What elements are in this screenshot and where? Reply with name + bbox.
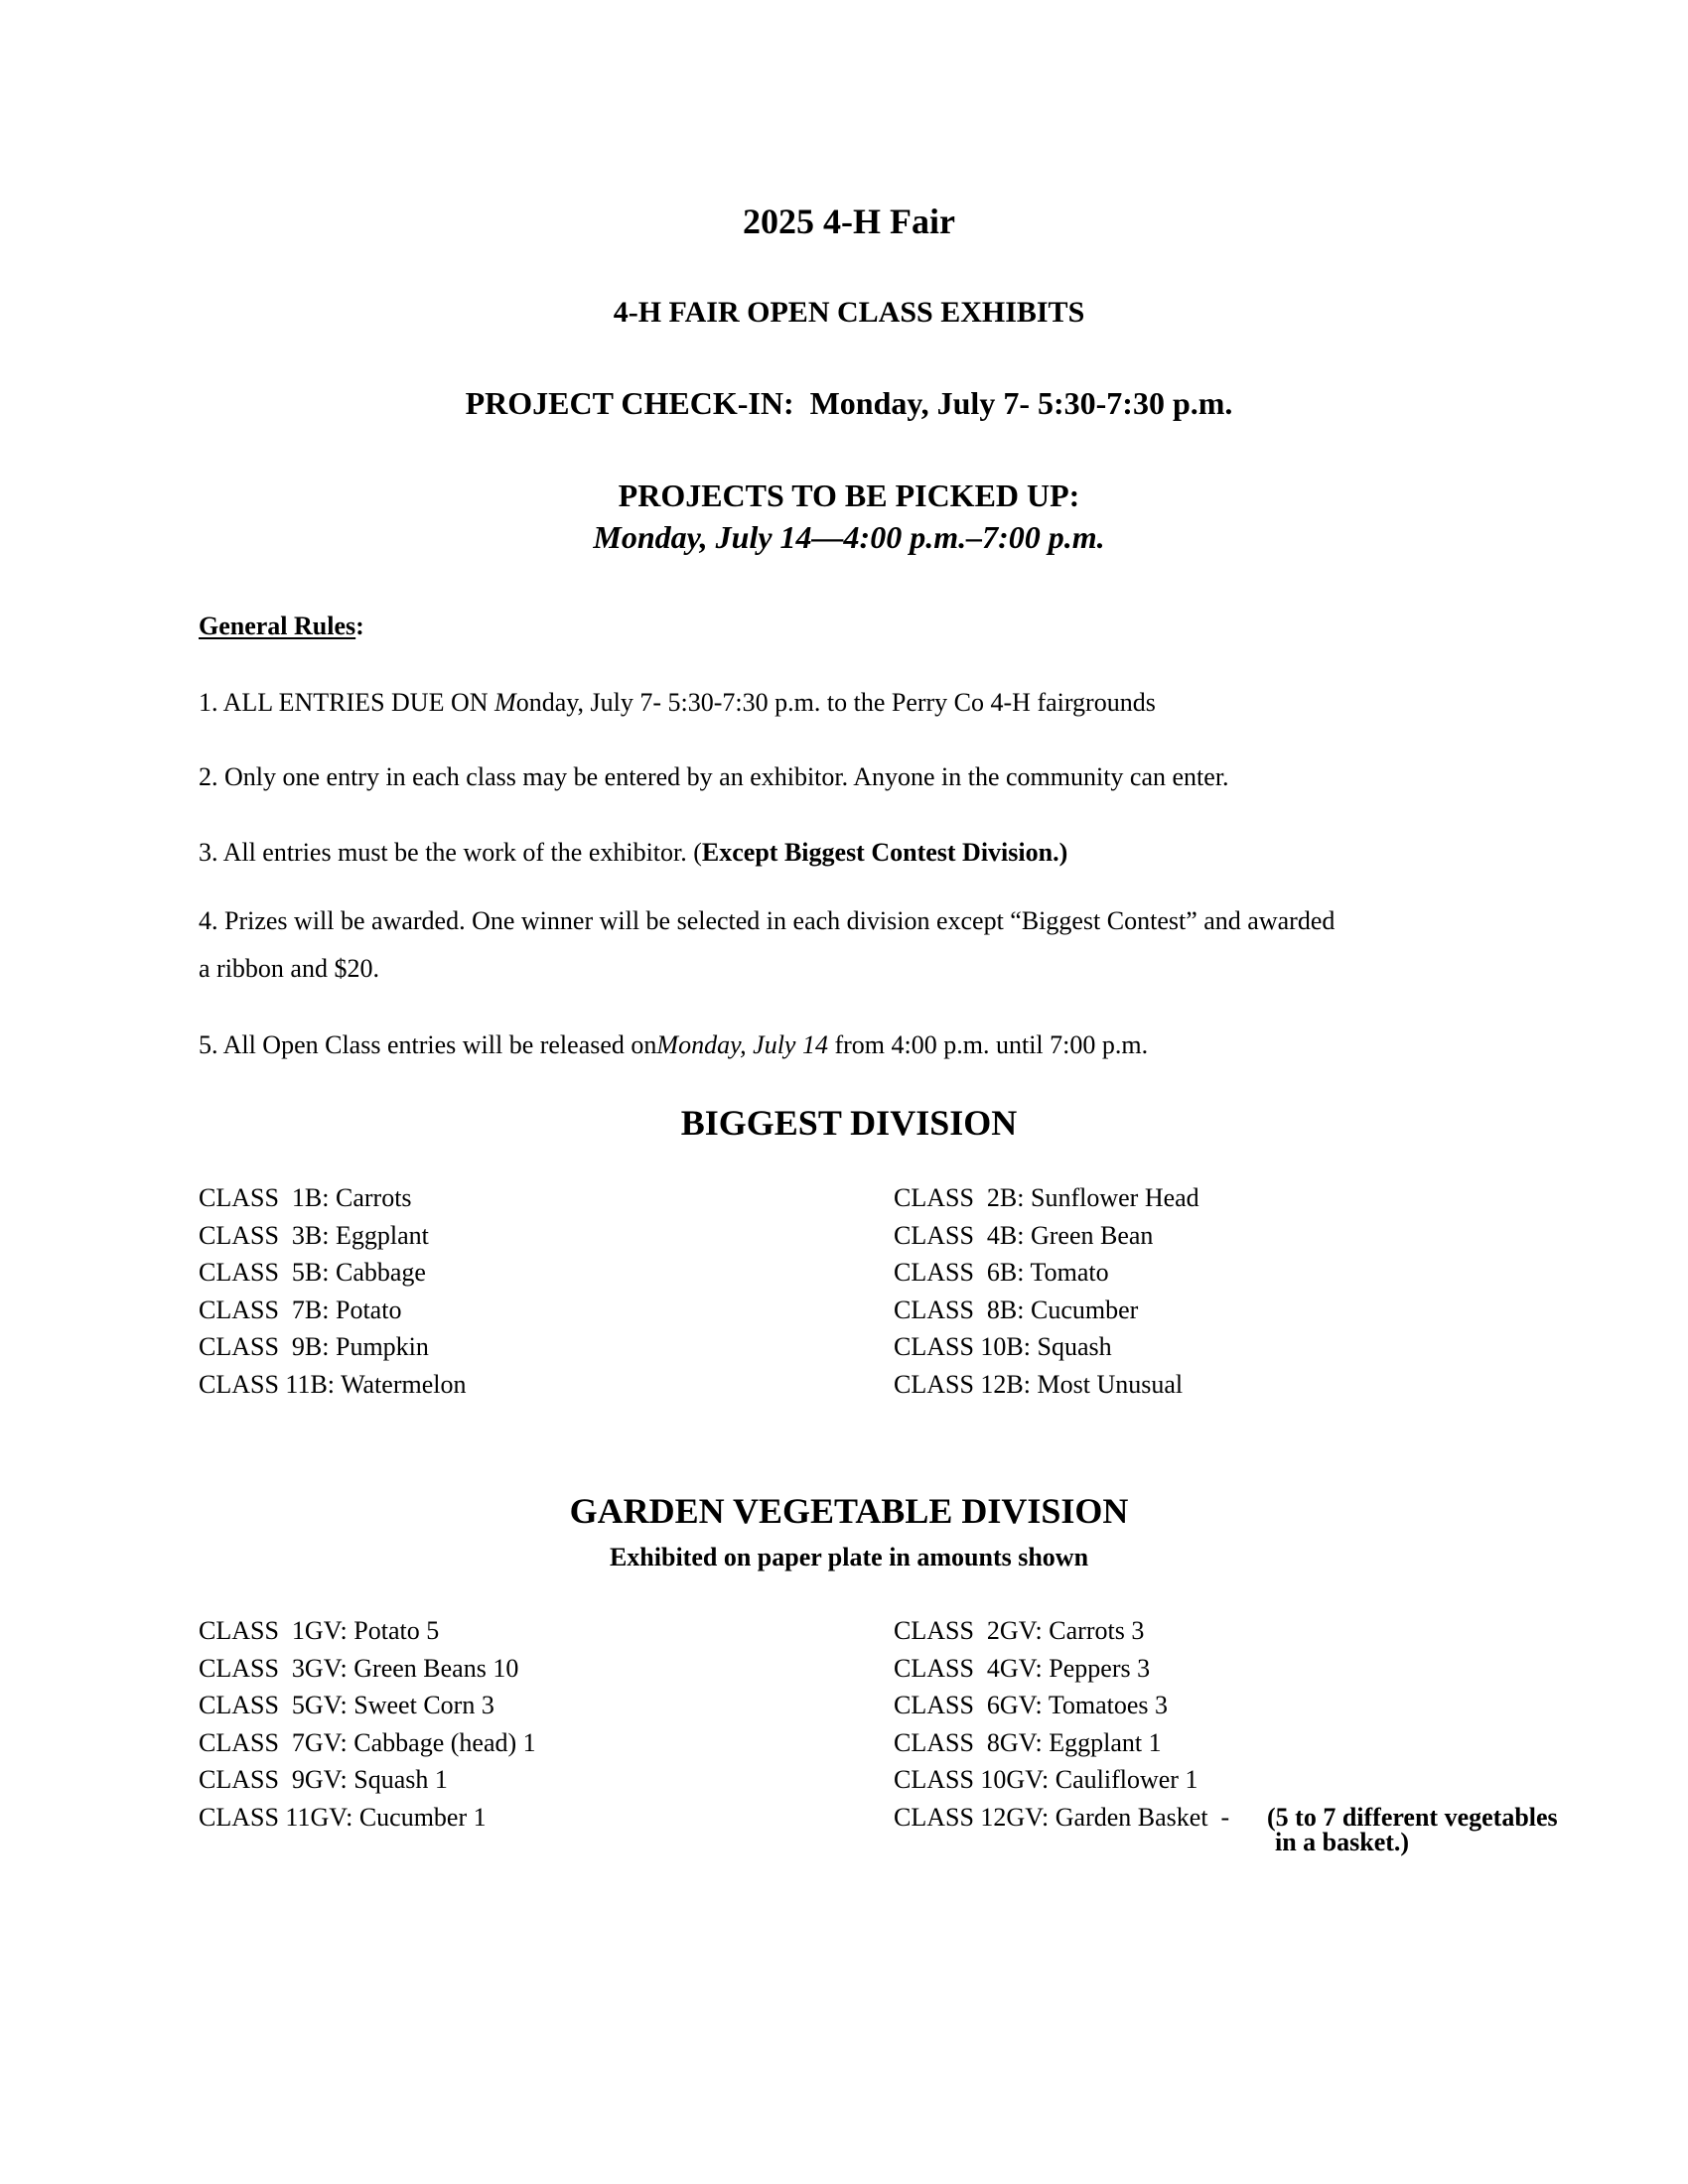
class-name: Tomatoes 3: [1048, 1691, 1169, 1719]
rule-text: Prizes will be awarded. One winner will be selected in each division except “Biggest Contest” and awarded: [217, 906, 1336, 935]
garden-basket-note-line-2: in a basket.): [1275, 1828, 1410, 1856]
class-code: CLASS 9B:: [199, 1332, 330, 1361]
class-code: CLASS 8GV:: [894, 1727, 1043, 1757]
rule-number: 4.: [199, 906, 218, 935]
class-code: CLASS 10GV:: [894, 1765, 1050, 1794]
class-item: [894, 1653, 1151, 1683]
document-title: 2025 4-H Fair: [743, 202, 955, 241]
rule-5: [199, 1032, 1148, 1058]
class-item: [894, 1260, 1109, 1286]
class-item: [894, 1802, 1230, 1832]
class-name: Eggplant 1: [1049, 1727, 1162, 1757]
rule-text: ALL ENTRIES DUE ON: [217, 688, 495, 717]
document-subtitle: 4-H FAIR OPEN CLASS EXHIBITS: [613, 296, 1085, 329]
class-name: Cucumber 1: [358, 1802, 487, 1832]
class-code: CLASS 11B:: [199, 1369, 336, 1399]
class-item: [894, 1220, 1154, 1250]
class-code: CLASS 6B:: [894, 1258, 1025, 1287]
class-name: Most Unusual: [1037, 1369, 1184, 1399]
class-code: CLASS 5GV:: [199, 1691, 348, 1719]
class-name: Potato: [336, 1295, 402, 1324]
class-item: [199, 1260, 426, 1286]
class-code: CLASS 4B:: [894, 1220, 1025, 1250]
class-code: CLASS 8B:: [894, 1295, 1025, 1324]
class-code: CLASS 3B:: [199, 1220, 330, 1250]
class-code: CLASS 9GV:: [199, 1765, 348, 1794]
rule-text: from 4:00 p.m. until 7:00 p.m.: [827, 1030, 1149, 1059]
class-item: [199, 1185, 412, 1211]
class-name: Squash 1: [353, 1765, 448, 1794]
class-item: [199, 1802, 487, 1832]
class-name: Watermelon: [341, 1369, 467, 1399]
rule-number: 3.: [199, 838, 218, 867]
class-name: Potato 5: [353, 1616, 440, 1645]
class-name: Cucumber: [1031, 1295, 1139, 1324]
garden-division-subtitle: Exhibited on paper plate in amounts shown: [609, 1543, 1089, 1571]
class-name: Squash: [1037, 1332, 1112, 1361]
rule-text: All entries must be the work of the exhibitor. (: [217, 838, 702, 867]
rule-number: 5.: [199, 1030, 218, 1059]
class-item: [894, 1693, 1168, 1718]
class-code: CLASS 7GV:: [199, 1727, 348, 1757]
general-rules-heading: [199, 614, 364, 639]
class-item: [199, 1297, 401, 1323]
class-item: [894, 1185, 1199, 1211]
class-item: [199, 1334, 429, 1360]
rule-text-bold: Except Biggest Contest Division.): [701, 838, 1068, 867]
garden-basket-note-line-1: (5 to 7 different vegetables: [1267, 1803, 1558, 1832]
class-name: Eggplant: [336, 1220, 429, 1250]
rule-number: 1.: [199, 688, 218, 717]
class-code: CLASS 1B:: [199, 1183, 330, 1212]
biggest-division-title: BIGGEST DIVISION: [680, 1103, 1018, 1143]
class-item: [894, 1334, 1112, 1360]
general-rules-heading-colon: :: [355, 612, 364, 640]
class-item: [894, 1727, 1162, 1757]
rule-3: [199, 840, 1067, 866]
rule-text: All Open Class entries will be released on: [217, 1030, 657, 1059]
class-code: CLASS 2B:: [894, 1183, 1025, 1212]
class-code: CLASS 4GV:: [894, 1653, 1043, 1683]
class-name: Peppers 3: [1049, 1653, 1151, 1683]
class-item: [894, 1297, 1138, 1323]
class-item: [894, 1767, 1197, 1793]
rule-number: 2.: [199, 762, 218, 791]
class-code: CLASS 7B:: [199, 1295, 330, 1324]
class-code: CLASS 5B:: [199, 1258, 330, 1287]
class-item: [199, 1727, 536, 1757]
rule-text: onday, July 7- 5:30-7:30 p.m. to the Perry Co 4-H fairgrounds: [515, 688, 1156, 717]
class-code: CLASS 3GV:: [199, 1653, 348, 1683]
class-name: Green Bean: [1031, 1220, 1154, 1250]
class-item: [894, 1369, 1184, 1399]
class-item: [199, 1693, 494, 1718]
garden-division-title: GARDEN VEGETABLE DIVISION: [569, 1491, 1129, 1531]
rule-4: [199, 908, 1335, 982]
class-name: Sunflower Head: [1031, 1183, 1199, 1212]
class-code: CLASS 12B:: [894, 1369, 1031, 1399]
rule-text: Only one entry in each class may be entered by an exhibitor. Anyone in the community can enter.: [217, 762, 1229, 791]
class-name: Carrots: [336, 1183, 412, 1212]
class-name: Pumpkin: [336, 1332, 429, 1361]
general-rules-heading-text: General Rules: [199, 612, 356, 640]
class-name: Sweet Corn 3: [353, 1691, 494, 1719]
class-name: Cabbage: [336, 1258, 426, 1287]
rule-text-italic: Monday, July 14: [656, 1030, 828, 1059]
class-item: [199, 1369, 467, 1399]
class-name: Tomato: [1030, 1258, 1109, 1287]
class-item: [199, 1767, 448, 1793]
class-item: [199, 1618, 439, 1644]
checkin-info: PROJECT CHECK-IN: Monday, July 7- 5:30-7:30 p.m.: [465, 385, 1233, 421]
pickup-time: Monday, July 14—4:00 p.m.–7:00 p.m.: [593, 519, 1105, 555]
class-code: CLASS 1GV:: [199, 1616, 348, 1645]
rule-text-continuation: a ribbon and $20.: [199, 954, 379, 983]
class-name: Garden Basket -: [1055, 1802, 1230, 1832]
class-name: Cauliflower 1: [1055, 1765, 1198, 1794]
class-name: Cabbage (head) 1: [353, 1727, 536, 1757]
class-code: CLASS 6GV:: [894, 1691, 1043, 1719]
rule-1: [199, 690, 1156, 716]
class-item: [199, 1653, 519, 1683]
class-item: [199, 1220, 429, 1250]
class-code: CLASS 11GV:: [199, 1802, 353, 1832]
rule-text-italic: M: [494, 688, 516, 717]
class-item: [894, 1618, 1144, 1644]
rule-2: [199, 764, 1229, 790]
pickup-label: PROJECTS TO BE PICKED UP:: [618, 478, 1080, 513]
class-code: CLASS 12GV:: [894, 1802, 1050, 1832]
class-name: Green Beans 10: [353, 1653, 519, 1683]
class-code: CLASS 2GV:: [894, 1616, 1043, 1645]
class-name: Carrots 3: [1049, 1616, 1145, 1645]
class-code: CLASS 10B:: [894, 1332, 1031, 1361]
